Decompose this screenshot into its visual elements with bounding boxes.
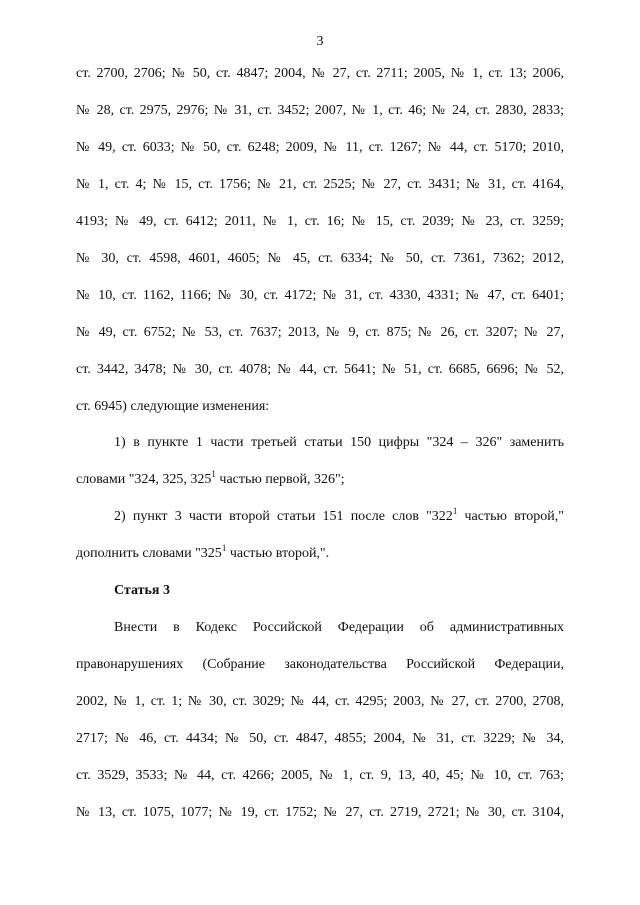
- article-heading: Статья 3: [114, 583, 170, 598]
- article-text-line: ст. 3529, 3533; № 44, ст. 4266; 2005, № 1, ст. 9, 13, 40, 45; № 10, ст. 763;: [76, 768, 564, 783]
- text-line: № 1, ст. 4; № 15, ст. 1756; № 21, ст. 2525; № 27, ст. 3431; № 31, ст. 4164,: [76, 177, 564, 192]
- item-1-line-2: словами "324, 325, $325^1$ частью первой, 326";: [76, 469, 345, 487]
- article-text-line: 2002, № 1, ст. 1; № 30, ст. 3029; № 44, ст. 4295; 2003, № 27, ст. 2700, 2708,: [76, 694, 564, 709]
- superscript: 1: [452, 506, 458, 516]
- item-2-line-1: 2) пункт 3 части второй статьи 151 после слов "$322^1$ частью второй,": [114, 506, 564, 524]
- text-line: № 49, ст. 6752; № 53, ст. 7637; 2013, № 9, ст. 875; № 26, ст. 3207; № 27,: [76, 325, 564, 340]
- item-1-line-1: 1) в пункте 1 части третьей статьи 150 цифры "324 – 326" заменить: [114, 435, 564, 450]
- article-text-line: Внести в Кодекс Российской Федерации об административных: [114, 620, 564, 635]
- text-line: ст. 3442, 3478; № 30, ст. 4078; № 44, ст. 5641; № 51, ст. 6685, 6696; № 52,: [76, 362, 564, 377]
- article-text-line: 2717; № 46, ст. 4434; № 50, ст. 4847, 4855; 2004, № 31, ст. 3229; № 34,: [76, 731, 564, 746]
- article-text-line: правонарушениях (Собрание законодательства Российской Федерации,: [76, 657, 564, 672]
- text-line: 4193; № 49, ст. 6412; 2011, № 1, ст. 16; № 15, ст. 2039; № 23, ст. 3259;: [76, 214, 564, 229]
- article-text-line: № 13, ст. 1075, 1077; № 19, ст. 1752; № 27, ст. 2719, 2721; № 30, ст. 3104,: [76, 805, 564, 820]
- text-line: ст. 6945) следующие изменения:: [76, 399, 270, 414]
- superscript: 1: [221, 543, 227, 553]
- text-line: № 49, ст. 6033; № 50, ст. 6248; 2009, № 11, ст. 1267; № 44, ст. 5170; 2010,: [76, 140, 564, 155]
- text-line: № 10, ст. 1162, 1166; № 30, ст. 4172; № 31, ст. 4330, 4331; № 47, ст. 6401;: [76, 288, 564, 303]
- text-line: ст. 2700, 2706; № 50, ст. 4847; 2004, № 27, ст. 2711; 2005, № 1, ст. 13; 2006,: [76, 66, 564, 81]
- text-line: № 28, ст. 2975, 2976; № 31, ст. 3452; 2007, № 1, ст. 46; № 24, ст. 2830, 2833;: [76, 103, 564, 118]
- text-line: № 30, ст. 4598, 4601, 4605; № 45, ст. 6334; № 50, ст. 7361, 7362; 2012,: [76, 251, 564, 266]
- page-number: 3: [316, 34, 324, 49]
- item-2-line-2: дополнить словами "$325^1$ частью второй,".: [76, 543, 330, 561]
- superscript: 1: [211, 469, 216, 479]
